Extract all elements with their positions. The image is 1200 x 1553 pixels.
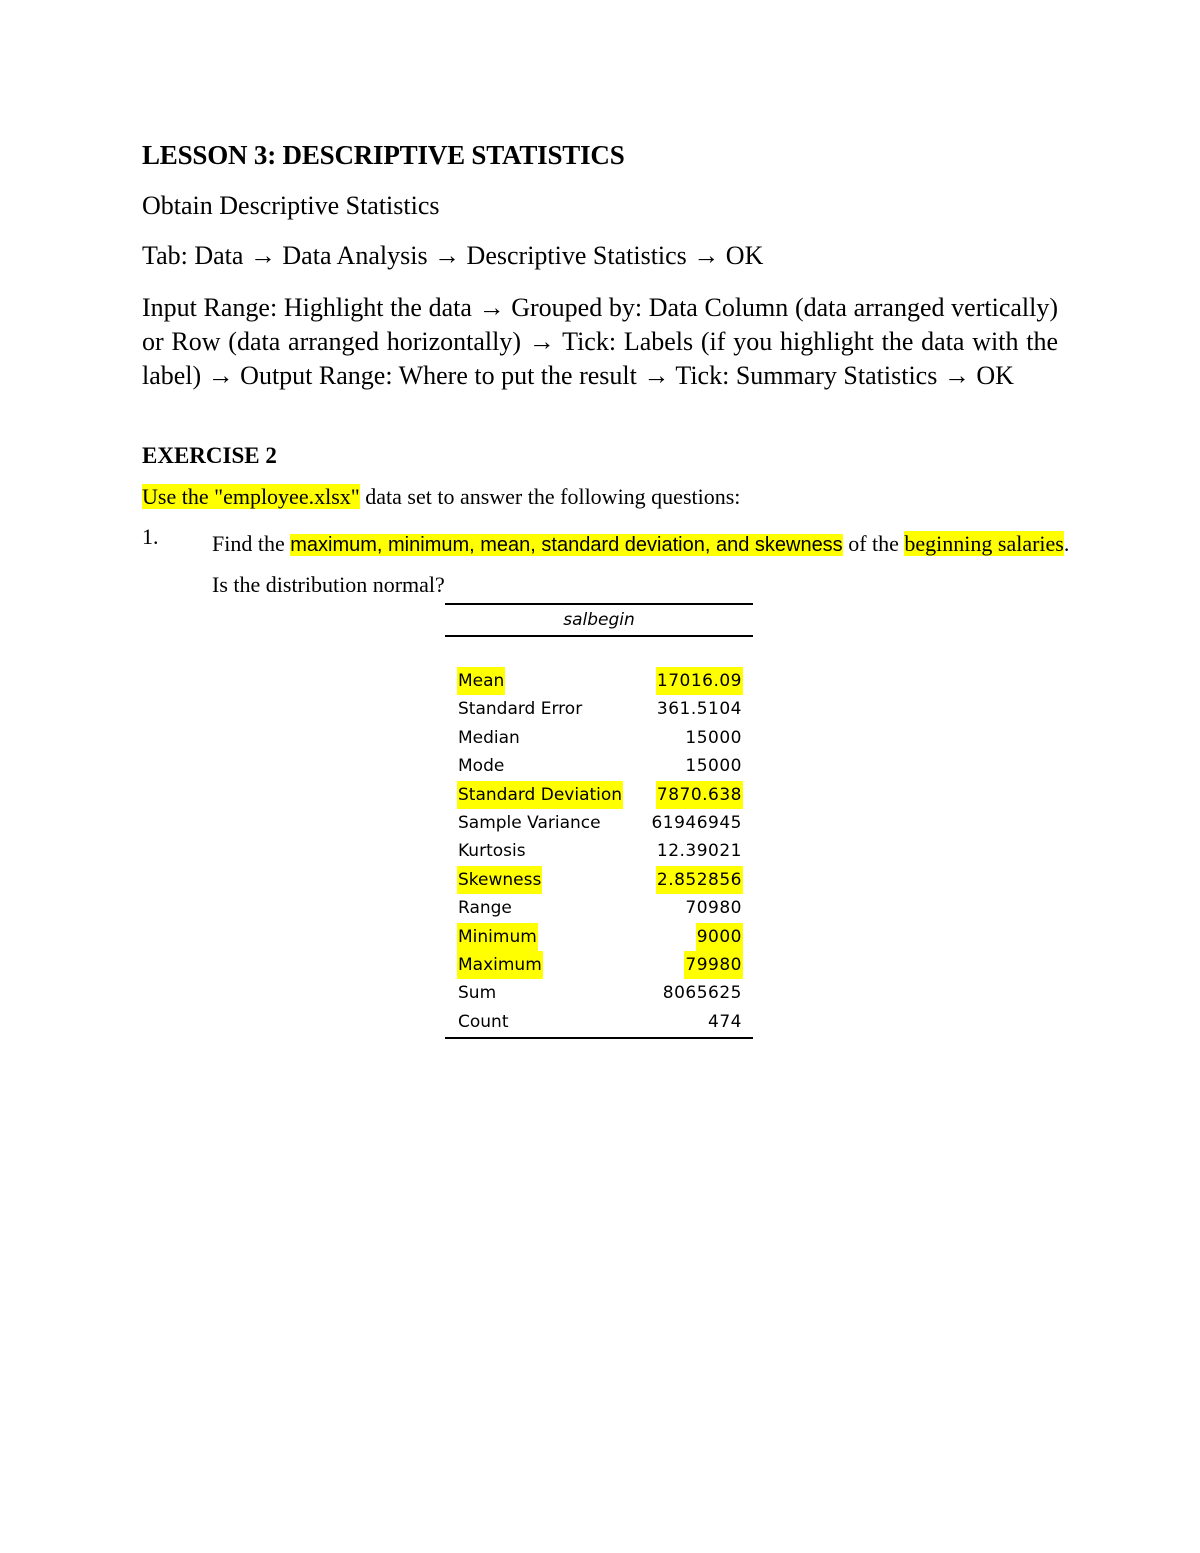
stat-label: Standard Error bbox=[458, 699, 583, 720]
stat-value: 7870.638 bbox=[656, 781, 743, 809]
stat-label: Minimum bbox=[457, 923, 538, 951]
table-row bbox=[445, 695, 753, 723]
table-row bbox=[445, 667, 753, 695]
stat-label: Sum bbox=[458, 983, 497, 1004]
question-part5: . Is the distribution normal? bbox=[212, 531, 1070, 597]
stat-label: Count bbox=[458, 1011, 509, 1032]
stat-label: Range bbox=[458, 898, 512, 919]
table-row bbox=[445, 923, 753, 951]
stat-label: Mode bbox=[458, 756, 505, 777]
table-row bbox=[445, 1008, 753, 1036]
table-row bbox=[445, 979, 753, 1007]
stat-value: 474 bbox=[708, 1011, 742, 1032]
table-bottom-rule bbox=[445, 1037, 753, 1039]
table-body bbox=[445, 667, 753, 1036]
stat-value: 8065625 bbox=[662, 983, 742, 1004]
stat-value: 79980 bbox=[684, 951, 743, 979]
table-spacer bbox=[445, 637, 753, 667]
stat-value: 15000 bbox=[685, 727, 742, 748]
table-row bbox=[445, 866, 753, 894]
question-number: 1. bbox=[142, 524, 159, 549]
table-row bbox=[445, 752, 753, 780]
table-header: salbegin bbox=[445, 605, 753, 637]
exercise-title: EXERCISE 2 bbox=[142, 443, 277, 468]
lesson-subtitle: Obtain Descriptive Statistics bbox=[142, 191, 440, 220]
table-row bbox=[445, 837, 753, 865]
table-row bbox=[445, 781, 753, 809]
exercise-instruction bbox=[142, 484, 740, 510]
stat-value: 2.852856 bbox=[656, 866, 743, 894]
instruction-rest: data set to answer the following questions: bbox=[359, 484, 741, 509]
stat-label: Median bbox=[458, 727, 520, 748]
stat-value: 9000 bbox=[696, 923, 743, 951]
stat-label: Maximum bbox=[457, 951, 543, 979]
question-part1: Find the bbox=[212, 531, 291, 556]
table-row bbox=[445, 809, 753, 837]
stat-value: 361.5104 bbox=[656, 699, 742, 720]
stat-value: 12.39021 bbox=[656, 841, 742, 862]
stat-value: 17016.09 bbox=[656, 667, 743, 695]
input-range-instruction: Input Range: Highlight the data → Grouped by: Data Column (data arranged vertically) or Row (data arranged horizontally) → Tick: Labels (if you highlight the data with the label) → Output Range: Where to put the result → Tick: Summary Statistics → OK bbox=[142, 293, 1058, 390]
stat-value: 15000 bbox=[685, 756, 742, 777]
stat-label: Kurtosis bbox=[458, 841, 526, 862]
instruction-highlight: Use the "employee.xlsx" bbox=[142, 484, 360, 509]
stat-label: Standard Deviation bbox=[457, 781, 623, 809]
table-row bbox=[445, 894, 753, 922]
question-text bbox=[212, 524, 1072, 605]
descriptive-stats-table bbox=[445, 603, 753, 1039]
table-row bbox=[445, 951, 753, 979]
stat-value: 61946945 bbox=[651, 812, 742, 833]
stat-label: Skewness bbox=[457, 866, 542, 894]
stat-label: Sample Variance bbox=[458, 812, 601, 833]
menu-path-instruction: Tab: Data → Data Analysis → Descriptive Statistics → OK bbox=[142, 241, 764, 270]
table-row bbox=[445, 724, 753, 752]
stat-label: Mean bbox=[457, 667, 505, 695]
question-highlight-measures: maximum, minimum, mean, standard deviation, and skewness bbox=[290, 534, 843, 556]
lesson-title: LESSON 3: DESCRIPTIVE STATISTICS bbox=[142, 140, 625, 170]
question-part3: of the bbox=[842, 531, 905, 556]
stat-value: 70980 bbox=[685, 898, 742, 919]
question-highlight-salaries: beginning salaries bbox=[904, 531, 1064, 556]
